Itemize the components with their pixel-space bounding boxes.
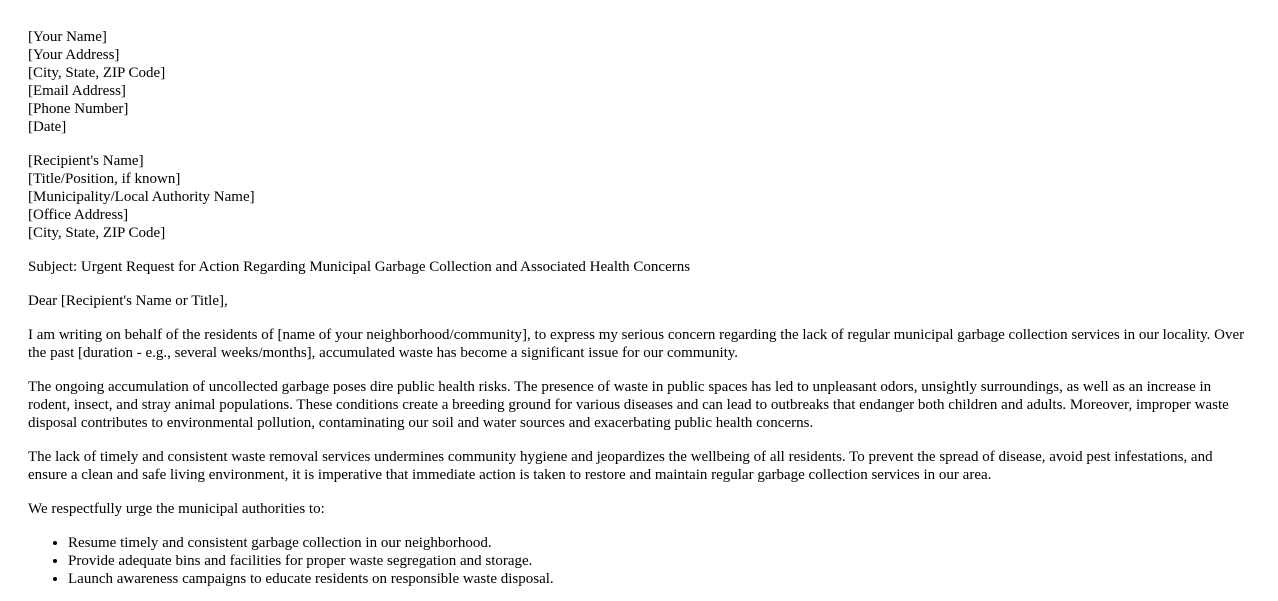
sender-block	[28, 28, 1250, 136]
request-list	[28, 534, 1250, 588]
list-item: • Resume timely and consistent garbage collection in our neighborhood.	[68, 534, 1250, 552]
sender-address: [Your Address]	[28, 47, 120, 63]
body-paragraph: We respectfully urge the municipal authorities to:	[28, 501, 325, 517]
recipient-office-address: [Office Address]	[28, 207, 129, 223]
recipient-authority: [Municipality/Local Authority Name]	[28, 189, 255, 205]
subject-line: Subject: Urgent Request for Action Regarding Municipal Garbage Collection and Associated Health Concerns	[28, 259, 691, 275]
list-item: • Provide adequate bins and facilities for proper waste segregation and storage.	[68, 552, 1250, 570]
recipient-title: [Title/Position, if known]	[28, 171, 181, 187]
recipient-block	[28, 152, 1250, 242]
salutation: Dear [Recipient's Name or Title],	[28, 293, 228, 309]
body-paragraph: The lack of timely and consistent waste removal services undermines community hygiene and jeopardizes the wellbeing of all residents. To prevent the spread of disease, avoid pest infestations, and ensure a clean and safe living environment, it is imperative that immediate action is taken to restore and maintain regular garbage collection services in our area.	[28, 449, 1213, 483]
recipient-name: [Recipient's Name]	[28, 153, 144, 169]
recipient-city-state-zip: [City, State, ZIP Code]	[28, 225, 166, 241]
sender-phone: [Phone Number]	[28, 101, 129, 117]
sender-email: [Email Address]	[28, 83, 126, 99]
sender-name: [Your Name]	[28, 29, 107, 45]
list-item: • Launch awareness campaigns to educate residents on responsible waste disposal.	[68, 570, 1250, 588]
sender-city-state-zip: [City, State, ZIP Code]	[28, 65, 166, 81]
sender-date: [Date]	[28, 119, 67, 135]
body-paragraph: The ongoing accumulation of uncollected garbage poses dire public health risks. The presence of waste in public spaces has led to unpleasant odors, unsightly surroundings, as well as an increase in rodent, insect, and stray animal populations. These conditions create a breeding ground for various diseases and can lead to outbreaks that endanger both children and adults. Moreover, improper waste disposal contributes to environmental pollution, contaminating our soil and water sources and exacerbating public health concerns.	[28, 379, 1229, 431]
body-paragraph: I am writing on behalf of the residents of [name of your neighborhood/community], to express my serious concern regarding the lack of regular municipal garbage collection services in our locality. Over the past [duration - e.g., several weeks/months], accumulated waste has become a significant issue for our community.	[28, 327, 1245, 361]
